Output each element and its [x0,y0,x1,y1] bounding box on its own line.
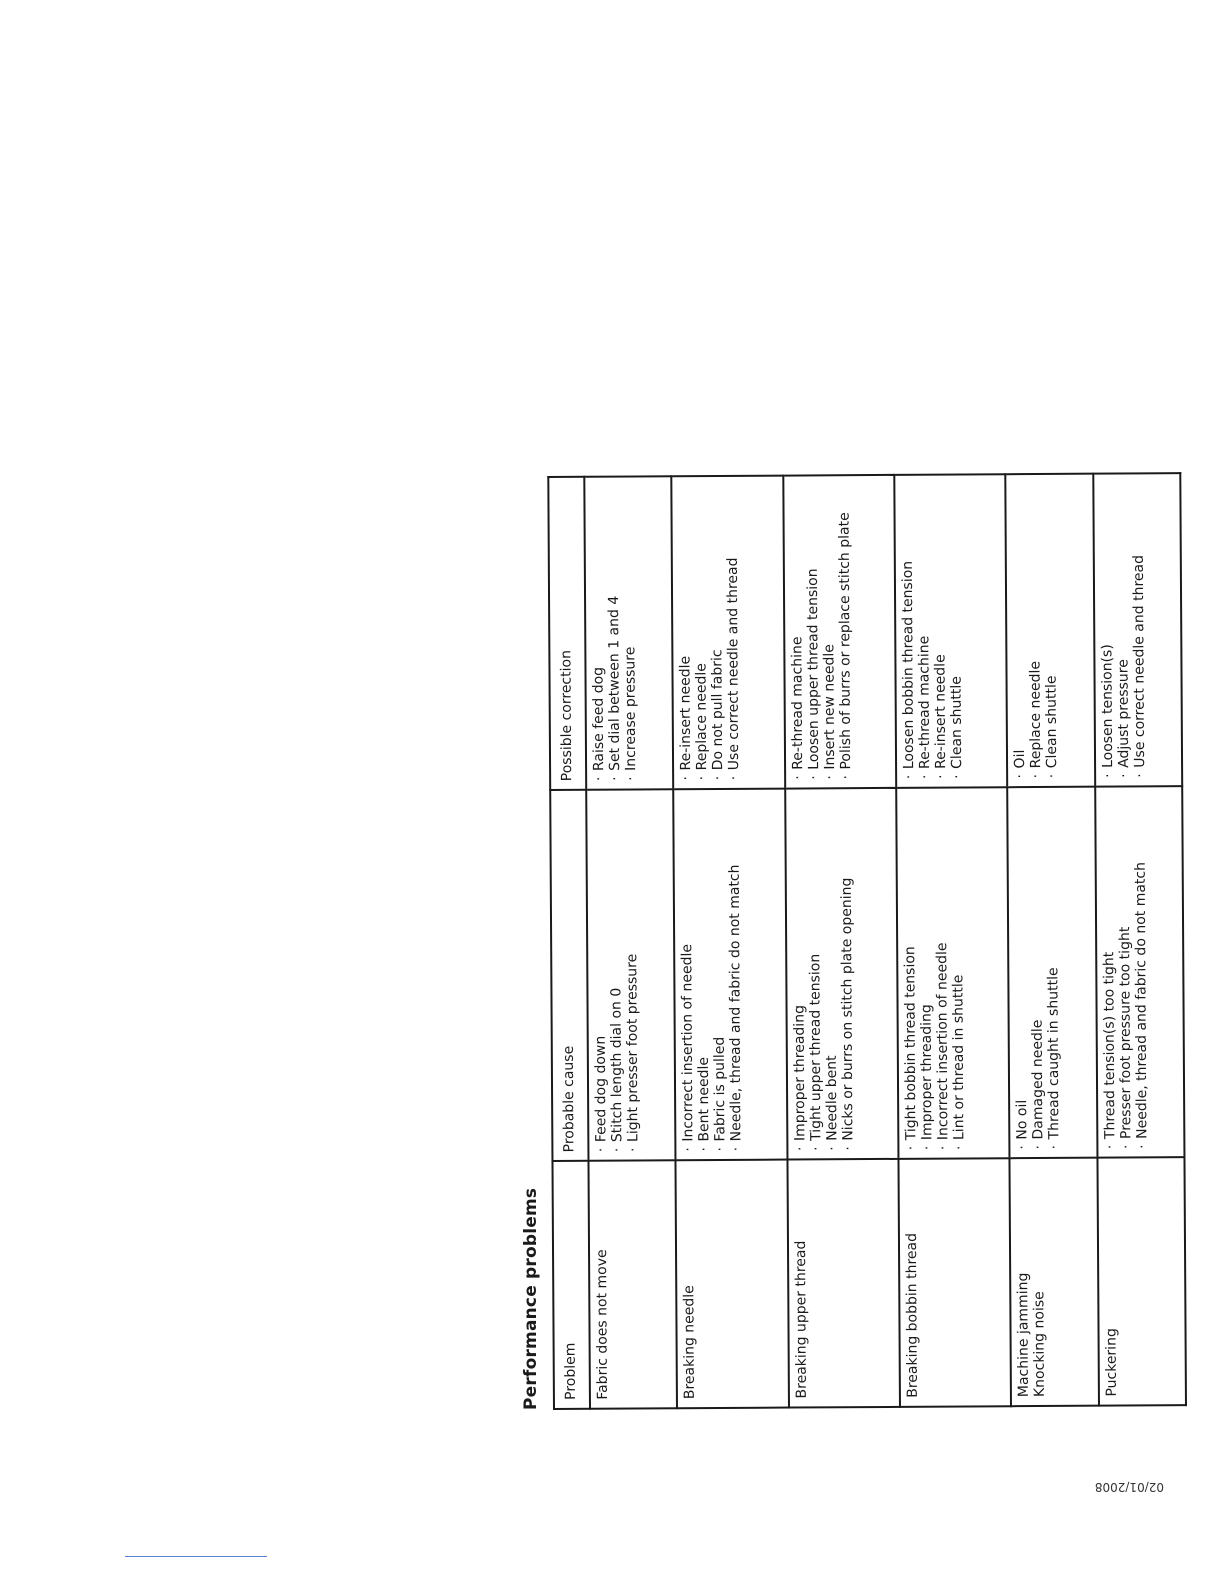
cause-item: · No oil [1013,796,1031,1149]
correction-cell [894,474,1007,788]
table-row [1093,473,1186,1406]
correction-item: · Loosen upper thread tension [804,484,822,779]
cause-item: · Thread tension(s) too tight [1100,796,1118,1149]
cause-item: · Stitch length dial on 0 [607,799,625,1152]
problem-text: Breaking bobbin thread [903,1232,921,1398]
table-row [584,476,677,1409]
cause-item: · Improper threading [917,797,935,1150]
header-possible-correction: Possible correction [548,477,586,791]
cause-item: · Needle bent [822,798,840,1151]
correction-cell [672,476,785,790]
cause-item: · Needle, thread and fabric do not match [1132,796,1150,1149]
problem-text: Machine jamming Knocking noise [1015,1272,1049,1398]
problem-cell [1097,1158,1186,1406]
correction-item: · Increase pressure [621,485,639,780]
problem-cell [676,1160,789,1408]
cause-item: · Presser foot pressure too tight [1116,796,1134,1149]
problem-cell [787,1159,900,1407]
cause-item: · Fabric is pulled [711,798,729,1151]
correction-item: · Loosen tension(s) [1098,483,1116,778]
correction-item: · Re-thread machine [788,484,806,779]
troubleshooting-table [547,472,1187,1410]
table-row [894,474,1011,1407]
cause-cell [586,790,676,1162]
cause-item: · Light presser foot pressure [623,799,641,1152]
problem-text: Breaking needle [681,1285,699,1400]
problem-text: Breaking upper thread [792,1240,810,1399]
table-row [672,476,789,1409]
correction-item: · Set dial between 1 and 4 [605,486,623,781]
correction-item: · Raise feed dog [589,486,607,781]
correction-cell [1006,474,1095,788]
correction-item: · Loosen bobbin thread tension [899,484,917,779]
cause-item: · Incorrect insertion of needle [679,798,697,1151]
correction-item: · Insert new needle [820,484,838,779]
problem-cell [1010,1158,1099,1406]
cause-cell [1095,786,1185,1158]
cause-item: · Tight upper thread tension [806,798,824,1151]
correction-item: · Do not pull fabric [709,485,727,780]
page-title: Performance problems [521,1187,541,1410]
correction-item: · Oil [1011,483,1029,778]
correction-item: · Re-insert needle [677,485,695,780]
cause-cell [673,789,787,1161]
table-header-row [548,477,590,1409]
correction-cell [1093,473,1182,787]
cause-item: · Tight bobbin thread tension [901,797,919,1150]
cause-item: · Damaged needle [1029,796,1047,1149]
cause-cell [1008,787,1098,1159]
correction-item: · Clean shuttle [1043,483,1061,778]
correction-item: · Replace needle [693,485,711,780]
correction-item: · Use correct needle and thread [725,485,743,780]
correction-item: · Polish of burrs or replace stitch plate [836,484,854,779]
correction-item: · Adjust pressure [1114,482,1132,777]
correction-item: · Re-insert needle [931,484,949,779]
problem-cell [588,1161,677,1409]
cause-cell [785,788,899,1160]
table-row [783,475,900,1408]
cause-item: · Thread caught in shuttle [1045,796,1063,1149]
problem-cell [898,1159,1011,1407]
footer-rule [125,1556,267,1557]
cause-item: · Feed dog down [591,799,609,1152]
correction-item: · Replace needle [1027,483,1045,778]
cause-item: · Nicks or burrs on stitch plate opening [838,797,856,1150]
header-probable-cause: Probable cause [550,790,588,1161]
problem-text: Puckering [1103,1328,1120,1397]
cause-item: · Incorrect insertion of needle [933,797,951,1150]
scan-date: 02/01/2008 [1094,1480,1164,1494]
correction-cell [783,475,896,789]
cause-item: · Needle, thread and fabric do not match [727,798,745,1151]
problem-text: Fabric does not move [594,1249,611,1400]
correction-item: · Clean shuttle [947,483,965,778]
correction-item: · Use correct needle and thread [1130,482,1148,777]
header-problem: Problem [552,1161,590,1409]
rotated-page-content [513,470,1193,1410]
cause-item: · Improper threading [790,798,808,1151]
cause-item: · Bent needle [695,798,713,1151]
cause-item: · Lint or thread in shuttle [949,797,967,1150]
cause-cell [896,788,1010,1160]
correction-cell [584,476,673,790]
table-row [1006,474,1099,1407]
correction-item: · Re-thread machine [915,484,933,779]
content-frame [513,470,1193,1410]
